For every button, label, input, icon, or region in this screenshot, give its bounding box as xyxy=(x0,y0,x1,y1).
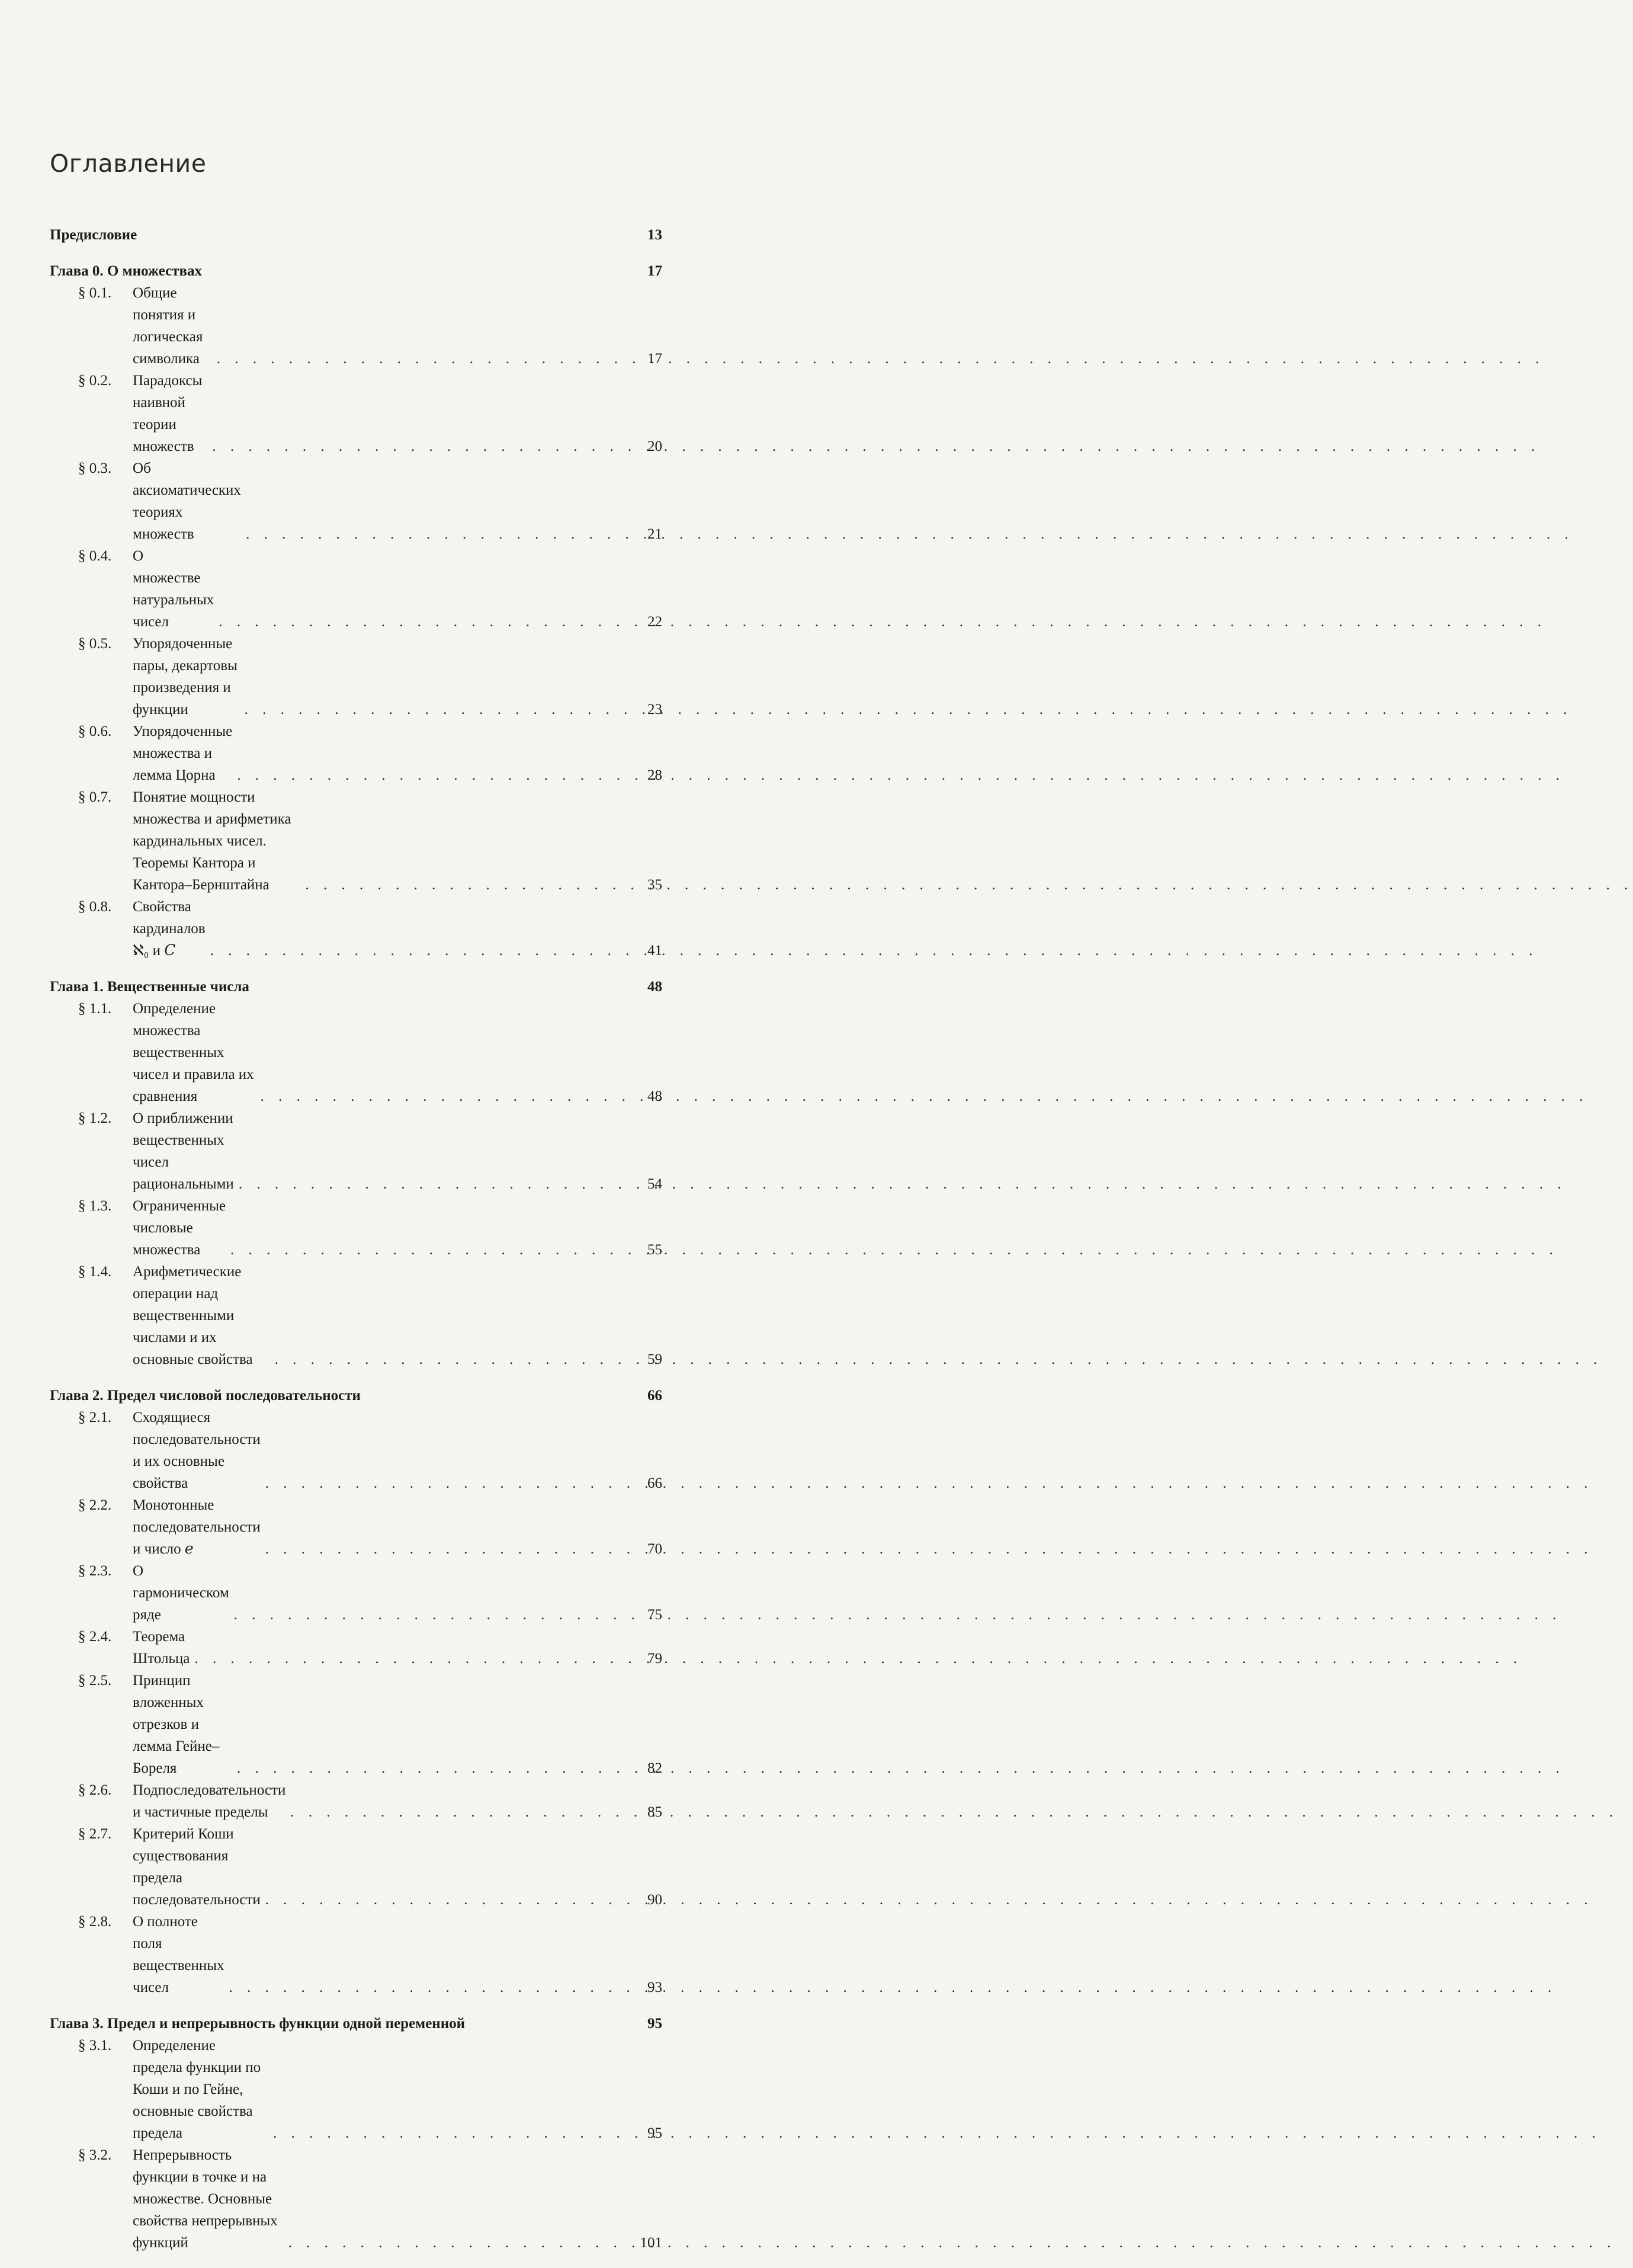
section-page: 17 xyxy=(647,351,662,367)
section-row[interactable] xyxy=(50,2144,662,2254)
section-title: Критерий Коши существования предела последовательности xyxy=(133,1826,261,1908)
section-page: 55 xyxy=(647,1242,662,1258)
dot-leader xyxy=(232,1757,629,1779)
section-row[interactable] xyxy=(50,1494,662,1560)
section-page: 93 xyxy=(647,1979,662,1995)
section-page: 20 xyxy=(647,438,662,454)
section-row[interactable] xyxy=(50,1261,662,1370)
section-number: § 2.3. xyxy=(78,1563,112,1579)
section-title: Подпоследовательности и частичные пределы xyxy=(133,1782,286,1820)
section-body xyxy=(133,1407,662,1494)
section-body xyxy=(133,896,662,962)
chapter-title: Глава 3. Предел и непрерывность функции одной переменной xyxy=(50,2016,466,2032)
toc-preface xyxy=(50,224,662,246)
section-page: 82 xyxy=(647,1760,662,1776)
dot-leader xyxy=(301,874,629,896)
section-body xyxy=(133,1195,662,1261)
section-title: О полноте поля вещественных чисел xyxy=(133,1914,224,1995)
dot-leader xyxy=(261,1472,629,1494)
toc-chapter xyxy=(50,976,662,1370)
section-row[interactable] xyxy=(50,896,662,962)
section-title: Определение предела функции по Коши и по Гейне, основные свойства предела xyxy=(133,2038,261,2141)
chapter-title: Глава 1. Вещественные числа xyxy=(50,979,249,995)
section-number: § 3.1. xyxy=(78,2038,112,2054)
section-body xyxy=(133,786,662,896)
dot-leader xyxy=(206,940,629,962)
section-number: § 2.2. xyxy=(78,1497,112,1513)
dot-leader xyxy=(232,764,629,786)
section-number: § 0.6. xyxy=(78,723,112,739)
section-page: 101 xyxy=(640,2235,662,2251)
section-title: Определение множества вещественных чисел и правила их сравнения xyxy=(133,1001,254,1104)
section-body xyxy=(133,457,662,545)
section-number: § 1.4. xyxy=(78,1264,112,1280)
section-body xyxy=(133,370,662,457)
section-body xyxy=(133,282,662,370)
section-page: 22 xyxy=(647,614,662,630)
section-row[interactable] xyxy=(50,1626,662,1670)
dot-leader xyxy=(285,1801,629,1823)
section-page: 54 xyxy=(647,1176,662,1192)
section-row[interactable] xyxy=(50,282,662,370)
dot-leader xyxy=(241,523,629,545)
section-body xyxy=(133,1261,662,1370)
chapter-page: 17 xyxy=(647,263,662,279)
table-of-contents xyxy=(50,224,662,2268)
section-body xyxy=(133,1911,662,1998)
book-page xyxy=(0,0,688,2251)
dot-leader xyxy=(212,348,629,370)
section-page: 48 xyxy=(647,1088,662,1104)
section-title: Понятие мощности множества и арифметика кардинальных чисел. Теоремы Кантора и Кантора–Бернштайна xyxy=(133,789,291,893)
section-number: § 0.8. xyxy=(78,899,112,915)
section-row[interactable] xyxy=(50,633,662,720)
section-body xyxy=(133,2035,662,2144)
toc-chapter xyxy=(50,2013,662,2254)
dot-leader xyxy=(226,1239,629,1261)
section-number: § 2.6. xyxy=(78,1782,112,1798)
section-title: Арифметические операции над вещественными числами и их основные свойства xyxy=(133,1264,253,1367)
section-title: Парадоксы наивной теории множеств xyxy=(133,373,203,454)
section-title: Непрерывность функции в точке и на множестве. Основные свойства непрерывных функций xyxy=(133,2147,278,2251)
section-title: Монотонные последовательности и число 𝑒 xyxy=(133,1497,261,1557)
section-number: § 1.3. xyxy=(78,1198,112,1214)
preface-row[interactable] xyxy=(50,224,662,246)
section-body xyxy=(133,998,662,1107)
section-body xyxy=(133,1670,662,1779)
section-page: 59 xyxy=(647,1351,662,1367)
page-title: Оглавление xyxy=(50,149,207,178)
dot-leader xyxy=(256,1085,629,1107)
section-row[interactable] xyxy=(50,1911,662,1998)
section-page: 23 xyxy=(647,701,662,717)
toc-chapter xyxy=(50,1385,662,1998)
section-title: Теорема Штольца xyxy=(133,1629,190,1667)
section-row[interactable] xyxy=(50,1560,662,1626)
section-body xyxy=(133,1107,662,1195)
chapter-page: 48 xyxy=(647,979,662,995)
section-number: § 2.7. xyxy=(78,1826,112,1842)
chapter-row[interactable] xyxy=(50,1385,662,1407)
dot-leader xyxy=(234,1173,629,1195)
section-row[interactable] xyxy=(50,1823,662,1911)
section-page: 95 xyxy=(647,2125,662,2141)
section-title: Общие понятия и логическая символика xyxy=(133,285,203,367)
section-row[interactable] xyxy=(50,457,662,545)
section-row[interactable] xyxy=(50,1779,662,1823)
section-row[interactable] xyxy=(50,1670,662,1779)
dot-leader xyxy=(261,1538,629,1560)
chapter-title: Глава 2. Предел числовой последовательности xyxy=(50,1388,361,1404)
section-number: § 0.2. xyxy=(78,373,112,389)
section-page: 66 xyxy=(647,1475,662,1491)
section-title: Об аксиоматических теориях множеств xyxy=(133,460,241,542)
dot-leader xyxy=(261,1889,629,1911)
dot-leader xyxy=(224,1977,629,1998)
section-number: § 0.4. xyxy=(78,548,112,564)
section-row[interactable] xyxy=(50,1407,662,1494)
section-title: Свойства кардиналов ℵ₀ и 𝐶 xyxy=(133,899,206,959)
section-page: 35 xyxy=(647,877,662,893)
section-row[interactable] xyxy=(50,786,662,896)
section-row[interactable] xyxy=(50,720,662,786)
section-row[interactable] xyxy=(50,545,662,633)
preface-title: Предисловие xyxy=(50,227,137,243)
dot-leader xyxy=(214,611,629,633)
section-number: § 1.1. xyxy=(78,1001,112,1017)
preface-page: 13 xyxy=(647,227,662,243)
section-number: § 1.2. xyxy=(78,1110,112,1126)
section-number: § 0.7. xyxy=(78,789,112,805)
section-body xyxy=(133,720,662,786)
chapter-row[interactable] xyxy=(50,260,662,282)
section-body xyxy=(133,633,662,720)
section-page: 90 xyxy=(647,1892,662,1908)
dot-leader xyxy=(207,435,629,457)
section-row[interactable] xyxy=(50,2035,662,2144)
chapter-page: 66 xyxy=(647,1388,662,1404)
section-number: § 2.5. xyxy=(78,1673,112,1689)
section-page: 70 xyxy=(647,1541,662,1557)
section-title: Упорядоченные пары, декартовы произведения и функции xyxy=(133,636,238,717)
dot-leader xyxy=(270,1348,629,1370)
section-title: Ограниченные числовые множества xyxy=(133,1198,226,1258)
section-page: 41 xyxy=(647,943,662,959)
section-page: 79 xyxy=(647,1651,662,1667)
section-number: § 3.2. xyxy=(78,2147,112,2163)
section-page: 75 xyxy=(647,1607,662,1623)
section-row[interactable] xyxy=(50,998,662,1107)
section-number: § 0.3. xyxy=(78,460,112,476)
section-body xyxy=(133,1823,662,1911)
section-page: 85 xyxy=(647,1804,662,1820)
section-title: О множестве натуральных чисел xyxy=(133,548,214,630)
dot-leader xyxy=(240,699,629,720)
section-body xyxy=(133,2144,662,2254)
section-body xyxy=(133,1626,662,1670)
section-body xyxy=(133,1560,662,1626)
section-body xyxy=(133,1494,662,1560)
section-number: § 0.1. xyxy=(78,285,112,301)
section-page: 28 xyxy=(647,767,662,783)
section-row[interactable] xyxy=(50,370,662,457)
dot-leader xyxy=(284,2232,629,2254)
section-number: § 0.5. xyxy=(78,636,112,652)
toc-chapter xyxy=(50,260,662,962)
section-row[interactable] xyxy=(50,1195,662,1261)
section-title: Принцип вложенных отрезков и лемма Гейне–Бореля xyxy=(133,1673,220,1776)
section-number: § 2.4. xyxy=(78,1629,112,1645)
section-title: О приближении вещественных чисел рациональными xyxy=(133,1110,234,1192)
toc-chapters xyxy=(50,260,662,2254)
dot-leader xyxy=(229,1604,629,1626)
chapter-title: Глава 0. О множествах xyxy=(50,263,202,279)
dot-leader xyxy=(190,1648,629,1670)
section-page: 21 xyxy=(647,526,662,542)
section-title: Сходящиеся последовательности и их основные свойства xyxy=(133,1410,261,1491)
section-number: § 2.1. xyxy=(78,1410,112,1425)
chapter-page: 95 xyxy=(647,2016,662,2032)
section-number: § 2.8. xyxy=(78,1914,112,1930)
chapter-row[interactable] xyxy=(50,976,662,998)
dot-leader xyxy=(268,2122,629,2144)
section-body xyxy=(133,545,662,633)
section-body xyxy=(133,1779,662,1823)
section-row[interactable] xyxy=(50,1107,662,1195)
chapter-row[interactable] xyxy=(50,2013,662,2035)
section-title: Упорядоченные множества и лемма Цорна xyxy=(133,723,233,783)
section-title: О гармоническом ряде xyxy=(133,1563,229,1623)
